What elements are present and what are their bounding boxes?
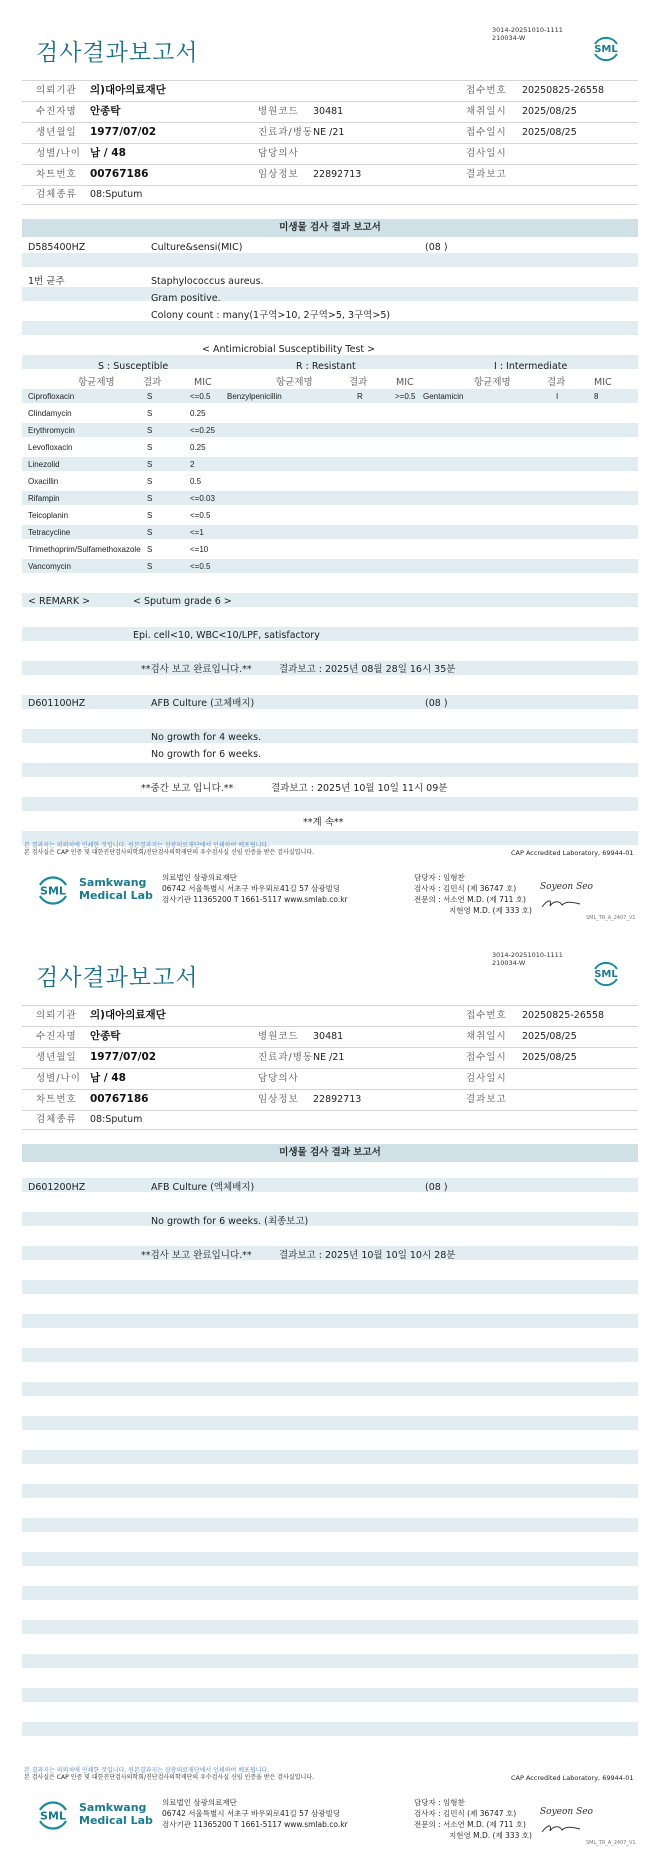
report-title: 검사결과보고서 xyxy=(36,40,199,66)
label-birth: 생년월일 xyxy=(36,127,77,138)
section-title: 미생물 검사 결과 보고서 xyxy=(22,219,638,237)
label-doctor-2: 담당의사 xyxy=(258,1073,299,1084)
birth-value-2: 1977/07/02 xyxy=(90,1051,157,1063)
remark-grade: < Sputum grade 6 > xyxy=(133,596,232,607)
col-drug-1: 항균제명 xyxy=(78,377,115,388)
ast-drug: Trimethoprim/Sulfamethoxazole xyxy=(28,545,141,554)
ast-result: S xyxy=(147,392,153,401)
label-sexage-2: 성별/나이 xyxy=(36,1073,81,1084)
footer-note2: 본 검사실은 CAP 인증 및 대한진단검사의학회/진단검사의학재단의 우수검사실 신임 인증을 받은 검사실입니다. xyxy=(24,849,314,856)
label-testdate-2: 검사일시 xyxy=(466,1073,507,1084)
colony-count: Colony count : many(1구역>10, 2구역>5, 3구역>5) xyxy=(151,310,391,321)
code-line-1: 3014-20251010-1111 xyxy=(492,26,563,34)
footer-contact: 검사기관 11365200 T 1661-5117 www.smlab.co.kr xyxy=(162,895,348,904)
test2-specimen: (08 ) xyxy=(425,698,448,709)
brand-line1: Samkwang xyxy=(79,876,147,889)
row-band xyxy=(22,1722,638,1736)
staff-line1: 담당자 : 임형찬 xyxy=(414,873,465,882)
ast-drug: Oxacillin xyxy=(28,477,59,486)
footer-cap: CAP Accredited Laboratory, 69944-01 xyxy=(511,849,634,857)
ast-drug: Vancomycin xyxy=(28,562,71,571)
ast-drug: Teicoplanin xyxy=(28,511,69,520)
chart-value: 00767186 xyxy=(90,168,149,180)
dept-value-2: NE /21 xyxy=(313,1052,345,1063)
ast-result: S xyxy=(147,562,153,571)
label-recvdate-2: 접수일시 xyxy=(466,1052,507,1063)
nogrowth-4: No growth for 4 weeks. xyxy=(151,732,262,743)
brand-line1-2: Samkwang xyxy=(79,1801,147,1814)
label-reportdate: 결과보고 xyxy=(466,169,507,180)
brand-line2: Medical Lab xyxy=(79,889,153,902)
name-value-2: 안종탁 xyxy=(90,1030,121,1042)
signature-1: Soyeon Seo xyxy=(540,882,593,892)
ast-result: S xyxy=(147,409,153,418)
label-institution: 의뢰기관 xyxy=(36,85,77,96)
ast-mic: 2 xyxy=(190,460,195,469)
row-band xyxy=(22,1484,638,1498)
ast-mic-benzylpenicillin: >=0.5 xyxy=(395,392,416,401)
ast-result: S xyxy=(147,511,153,520)
col-result-1: 결과 xyxy=(143,377,162,388)
ast-drug: Levofloxacin xyxy=(28,443,73,452)
continued-text: **계 속** xyxy=(303,817,344,828)
row-band xyxy=(22,1416,638,1430)
ast-mic: 0.25 xyxy=(190,409,206,418)
recvno-value: 20250825-26558 xyxy=(522,85,605,96)
ast-mic: 0.5 xyxy=(190,477,202,486)
test1-specimen: (08 ) xyxy=(425,242,448,253)
col-result-3: 결과 xyxy=(547,377,566,388)
samkwang-logo-text: SML xyxy=(40,884,66,898)
ast-mic: <=0.25 xyxy=(190,426,215,435)
label-birth-2: 생년월일 xyxy=(36,1052,77,1063)
sexage-value: 남 / 48 xyxy=(90,147,126,159)
organism: Staphylococcus aureus. xyxy=(151,276,264,287)
label-clinical: 임상정보 xyxy=(258,169,299,180)
label-reportdate-2: 결과보고 xyxy=(466,1094,507,1105)
specimen-value: 08:Sputum xyxy=(90,189,143,200)
signature-2-icon-2 xyxy=(540,1822,582,1836)
ast-drug-benzylpenicillin: Benzylpenicillin xyxy=(227,392,282,401)
test1-code: D585400HZ xyxy=(28,242,86,253)
row-band xyxy=(22,1450,638,1464)
label-name-2: 수진자명 xyxy=(36,1031,77,1042)
label-hospcode-2: 병원코드 xyxy=(258,1031,299,1042)
ast-mic: <=1 xyxy=(190,528,204,537)
ast-title: < Antimicrobial Susceptibility Test > xyxy=(202,344,376,355)
samkwang-logo-icon-2 xyxy=(34,1796,72,1834)
col-drug-3: 항균제명 xyxy=(474,377,511,388)
row-band xyxy=(22,1688,638,1702)
staff-line4-2: 지현영 M.D. (제 333 호) xyxy=(449,1831,532,1840)
sml-logo-icon-2 xyxy=(590,957,622,989)
label-colldate-2: 채취일시 xyxy=(466,1031,507,1042)
label-institution-2: 의뢰기관 xyxy=(36,1010,77,1021)
label-colldate: 채취일시 xyxy=(466,106,507,117)
test3-code: D601200HZ xyxy=(28,1182,86,1193)
label-dept-2: 진료과/병동 xyxy=(258,1052,314,1063)
dept-value: NE /21 xyxy=(313,127,345,138)
ast-mic: <=0.03 xyxy=(190,494,215,503)
row-band xyxy=(22,1382,638,1396)
name-value: 안종탁 xyxy=(90,105,121,117)
code-line-1-2: 3014-20251010-1111 xyxy=(492,951,563,959)
row-band xyxy=(22,1654,638,1668)
footer-address-2: 06742 서울특별시 서초구 바우뫼로41길 57 삼광빌딩 xyxy=(162,1809,341,1818)
legend-intermediate: I : Intermediate xyxy=(494,361,568,372)
row-band xyxy=(22,1586,638,1600)
staff-line3: 전문의 : 서소연 M.D. (제 711 호) xyxy=(414,895,526,904)
test2-name: AFB Culture (고체배지) xyxy=(151,698,255,709)
done1-time: 결과보고 : 2025년 08월 28일 16시 35분 xyxy=(279,664,456,675)
report-title-2: 검사결과보고서 xyxy=(36,965,199,991)
code-line-2-2: 210034-W xyxy=(492,959,526,967)
isolate-label: 1번 균주 xyxy=(28,276,65,287)
remark-label: < REMARK > xyxy=(28,596,91,607)
label-recvno: 접수번호 xyxy=(466,85,507,96)
ast-drug-gentamicin: Gentamicin xyxy=(423,392,464,401)
staff-line3-2: 전문의 : 서소연 M.D. (제 711 호) xyxy=(414,1820,526,1829)
footer-org: 의료법인 삼광의료재단 xyxy=(162,873,237,882)
ast-drug: Linezolid xyxy=(28,460,60,469)
code-line-2: 210034-W xyxy=(492,34,526,42)
ast-result: S xyxy=(147,443,153,452)
label-chart-2: 차트번호 xyxy=(36,1094,77,1105)
row-band xyxy=(22,1348,638,1362)
footer-cap-2: CAP Accredited Laboratory, 69944-01 xyxy=(511,1774,634,1782)
sml-logo-icon xyxy=(590,32,622,64)
logo-text-2: SML xyxy=(594,969,618,980)
ast-mic: <=0.5 xyxy=(190,392,211,401)
brand-line2-2: Medical Lab xyxy=(79,1814,153,1827)
staff-line2: 검사자 : 김민식 (제 36747 호) xyxy=(414,884,517,893)
nogrowth-6: No growth for 6 weeks. xyxy=(151,749,262,760)
done1-text: **검사 보고 완료입니다.** xyxy=(141,664,252,675)
samkwang-logo-text-2: SML xyxy=(40,1809,66,1823)
ast-mic: <=0.5 xyxy=(190,562,211,571)
sexage-value-2: 남 / 48 xyxy=(90,1072,126,1084)
footer-note1-2: 본 결과지는 의뢰처에 인쇄한 것입니다. 원본결과지는 삼광의료재단에서 인쇄하여 배포됩니다. xyxy=(24,1767,270,1774)
nogrowth-final: No growth for 6 weeks. (최종보고) xyxy=(151,1216,309,1227)
done2-text: **검사 보고 완료입니다.** xyxy=(141,1250,252,1261)
label-recvdate: 접수일시 xyxy=(466,127,507,138)
interim-time: 결과보고 : 2025년 10월 10일 11시 09분 xyxy=(271,783,448,794)
ast-res-gentamicin: I xyxy=(556,392,559,401)
row-band xyxy=(22,1280,638,1294)
ast-drug: Clindamycin xyxy=(28,409,72,418)
ast-result: S xyxy=(147,545,153,554)
specimen-value-2: 08:Sputum xyxy=(90,1114,143,1125)
legend-susceptible: S : Susceptible xyxy=(98,361,169,372)
label-clinical-2: 임상정보 xyxy=(258,1094,299,1105)
section-title-2: 미생물 검사 결과 보고서 xyxy=(22,1144,638,1162)
hospcode-value-2: 30481 xyxy=(313,1031,344,1042)
ast-result: S xyxy=(147,477,153,486)
col-mic-1: MIC xyxy=(194,377,212,388)
ast-mic: <=10 xyxy=(190,545,209,554)
col-mic-3: MIC xyxy=(594,377,612,388)
remark-epi: Epi. cell<10, WBC<10/LPF, satisfactory xyxy=(133,630,320,641)
form-code-2: SML_TR_A_2407_V1 xyxy=(586,1840,636,1846)
label-sexage: 성별/나이 xyxy=(36,148,81,159)
label-specimen: 검체종류 xyxy=(36,189,77,200)
done2-time: 결과보고 : 2025년 10월 10일 10시 28분 xyxy=(279,1250,456,1261)
ast-drug: Tetracycline xyxy=(28,528,71,537)
col-mic-2: MIC xyxy=(396,377,414,388)
logo-text: SML xyxy=(594,44,618,55)
ast-mic: 0.25 xyxy=(190,443,206,452)
ast-result: S xyxy=(147,494,153,503)
ast-mic: <=0.5 xyxy=(190,511,211,520)
recvdate-value-2: 2025/08/25 xyxy=(522,1052,577,1063)
legend-resistant: R : Resistant xyxy=(296,361,356,372)
signature-2-icon xyxy=(540,897,582,911)
label-recvno-2: 접수번호 xyxy=(466,1010,507,1021)
colldate-value: 2025/08/25 xyxy=(522,106,577,117)
report-code xyxy=(492,26,563,42)
ast-mic-gentamicin: 8 xyxy=(594,392,599,401)
samkwang-logo-icon xyxy=(34,871,72,909)
institution-value-2: 의)대아의료재단 xyxy=(90,1009,166,1021)
institution-value: 의)대아의료재단 xyxy=(90,84,166,96)
test3-specimen: (08 ) xyxy=(425,1182,448,1193)
footer-note1: 본 결과지는 의뢰처에 인쇄한 것입니다. 원본결과지는 삼광의료재단에서 인쇄하여 배포됩니다. xyxy=(24,842,270,849)
form-code: SML_TR_A_2407_V1 xyxy=(586,915,636,921)
staff-line1-2: 담당자 : 임형찬 xyxy=(414,1798,465,1807)
row-band xyxy=(22,1178,638,1192)
test3-name: AFB Culture (액체배지) xyxy=(151,1182,255,1193)
label-specimen-2: 검체종류 xyxy=(36,1114,77,1125)
footer-org-2: 의료법인 삼광의료재단 xyxy=(162,1798,237,1807)
row-band xyxy=(22,1518,638,1532)
recvno-value-2: 20250825-26558 xyxy=(522,1010,605,1021)
colldate-value-2: 2025/08/25 xyxy=(522,1031,577,1042)
footer-address: 06742 서울특별시 서초구 바우뫼로41길 57 삼광빌딩 xyxy=(162,884,341,893)
ast-result: S xyxy=(147,528,153,537)
interim-text: **중간 보고 입니다.** xyxy=(141,783,234,794)
label-name: 수진자명 xyxy=(36,106,77,117)
label-dept: 진료과/병동 xyxy=(258,127,314,138)
ast-res-benzylpenicillin: R xyxy=(357,392,363,401)
ast-drug: Rifampin xyxy=(28,494,60,503)
row-band xyxy=(22,1212,638,1226)
col-result-2: 결과 xyxy=(349,377,368,388)
ast-result: S xyxy=(147,426,153,435)
row-band xyxy=(22,1552,638,1566)
ast-drug: Erythromycin xyxy=(28,426,75,435)
test1-name: Culture&sensi(MIC) xyxy=(151,242,243,253)
footer-contact-2: 검사기관 11365200 T 1661-5117 www.smlab.co.kr xyxy=(162,1820,348,1829)
row-band xyxy=(22,1314,638,1328)
recvdate-value: 2025/08/25 xyxy=(522,127,577,138)
label-hospcode: 병원코드 xyxy=(258,106,299,117)
birth-value: 1977/07/02 xyxy=(90,126,157,138)
staff-line4: 지현영 M.D. (제 333 호) xyxy=(449,906,532,915)
hospcode-value: 30481 xyxy=(313,106,344,117)
signature-1-2: Soyeon Seo xyxy=(540,1807,593,1817)
staff-line2-2: 검사자 : 김민식 (제 36747 호) xyxy=(414,1809,517,1818)
label-doctor: 담당의사 xyxy=(258,148,299,159)
test2-code: D601100HZ xyxy=(28,698,86,709)
clinical-value: 22892713 xyxy=(313,169,362,180)
gram-stain: Gram positive. xyxy=(151,293,221,304)
row-band xyxy=(22,1620,638,1634)
ast-result: S xyxy=(147,460,153,469)
chart-value-2: 00767186 xyxy=(90,1093,149,1105)
label-testdate: 검사일시 xyxy=(466,148,507,159)
report-code-2 xyxy=(492,951,563,967)
ast-drug: Ciprofloxacin xyxy=(28,392,75,401)
footer-note2-2: 본 검사실은 CAP 인증 및 대한진단검사의학회/진단검사의학재단의 우수검사실 신임 인증을 받은 검사실입니다. xyxy=(24,1774,314,1781)
clinical-value-2: 22892713 xyxy=(313,1094,362,1105)
col-drug-2: 항균제명 xyxy=(276,377,313,388)
label-chart: 차트번호 xyxy=(36,169,77,180)
